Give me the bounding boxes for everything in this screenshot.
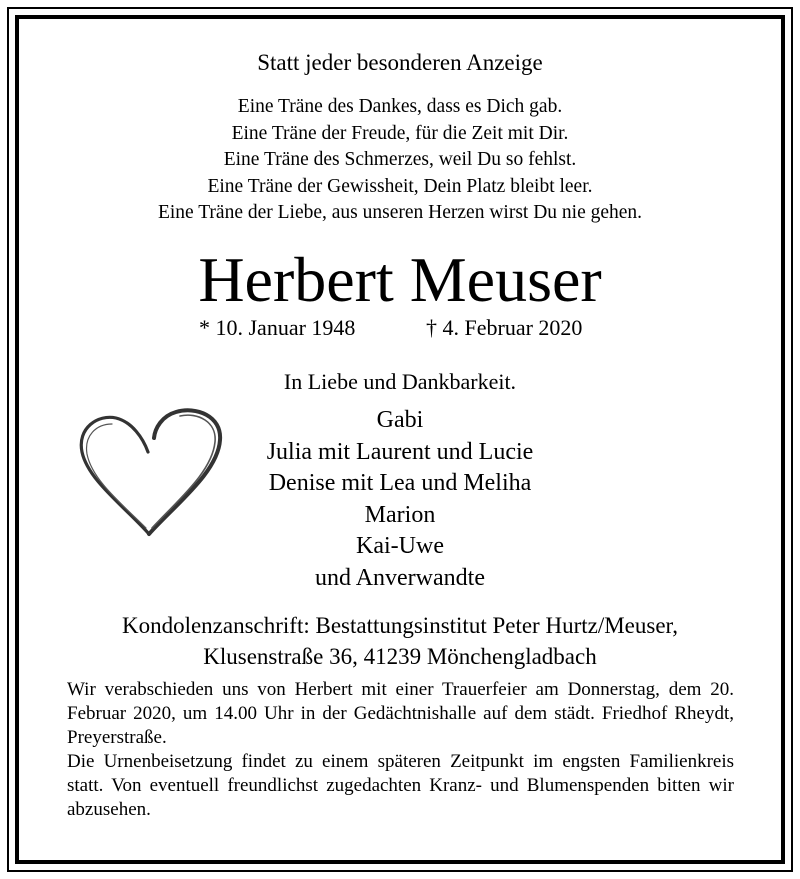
address-line: Klusenstraße 36, 41239 Mönchengladbach — [203, 644, 597, 669]
love-line: In Liebe und Dankbarkeit. — [283, 369, 517, 394]
family-member: Marion — [364, 501, 436, 528]
life-dates — [0, 315, 800, 345]
poem-line: Eine Träne der Freude, für die Zeit mit Dir. — [231, 122, 569, 144]
address-line: Kondolenzanschrift: Bestattungsinstitut Peter Hurtz/Meuser, — [121, 613, 679, 638]
poem-line: Eine Träne der Gewissheit, Dein Platz bleibt leer. — [207, 175, 593, 197]
family-member: und Anverwandte — [315, 564, 485, 591]
notice-heading: Statt jeder besonderen Anzeige — [257, 50, 543, 75]
poem-line: Eine Träne des Dankes, dass es Dich gab. — [237, 96, 563, 117]
condolence-address — [0, 610, 800, 672]
ceremony-paragraph: Wir verabschieden uns von Herbert mit einer Trauerfeier am Donnerstag, dem 20. Februar 2020, um 14.00 Uhr in der Gedächtnishalle auf dem städt. Friedhof Rheydt, Preyerstraße. — [67, 679, 734, 748]
ceremony-text — [67, 678, 734, 822]
family-member: Gabi — [376, 407, 424, 433]
family-member: Denise mit Lea und Meliha — [268, 470, 532, 496]
poem-line: Eine Träne der Liebe, aus unseren Herzen wirst Du nie gehen. — [157, 202, 643, 223]
poem-line: Eine Träne des Schmerzes, weil Du so fehlst. — [223, 149, 577, 170]
family-member: Kai-Uwe — [356, 533, 444, 559]
family-member: Julia mit Laurent und Lucie — [266, 438, 534, 465]
poem — [0, 94, 800, 227]
deceased-name: Herbert Meuser — [198, 244, 602, 315]
burial-paragraph: Die Urnenbeisetzung findet zu einem späteren Zeitpunkt im engsten Familienkreis statt. Von eventuell freundlichst zugedachten Kranz- und Blumenspenden bitten wir abzusehen. — [67, 751, 734, 820]
family-list — [0, 405, 800, 594]
birth-date: * 10. Januar 1948 — [199, 315, 356, 340]
death-date: † 4. Februar 2020 — [426, 315, 583, 340]
